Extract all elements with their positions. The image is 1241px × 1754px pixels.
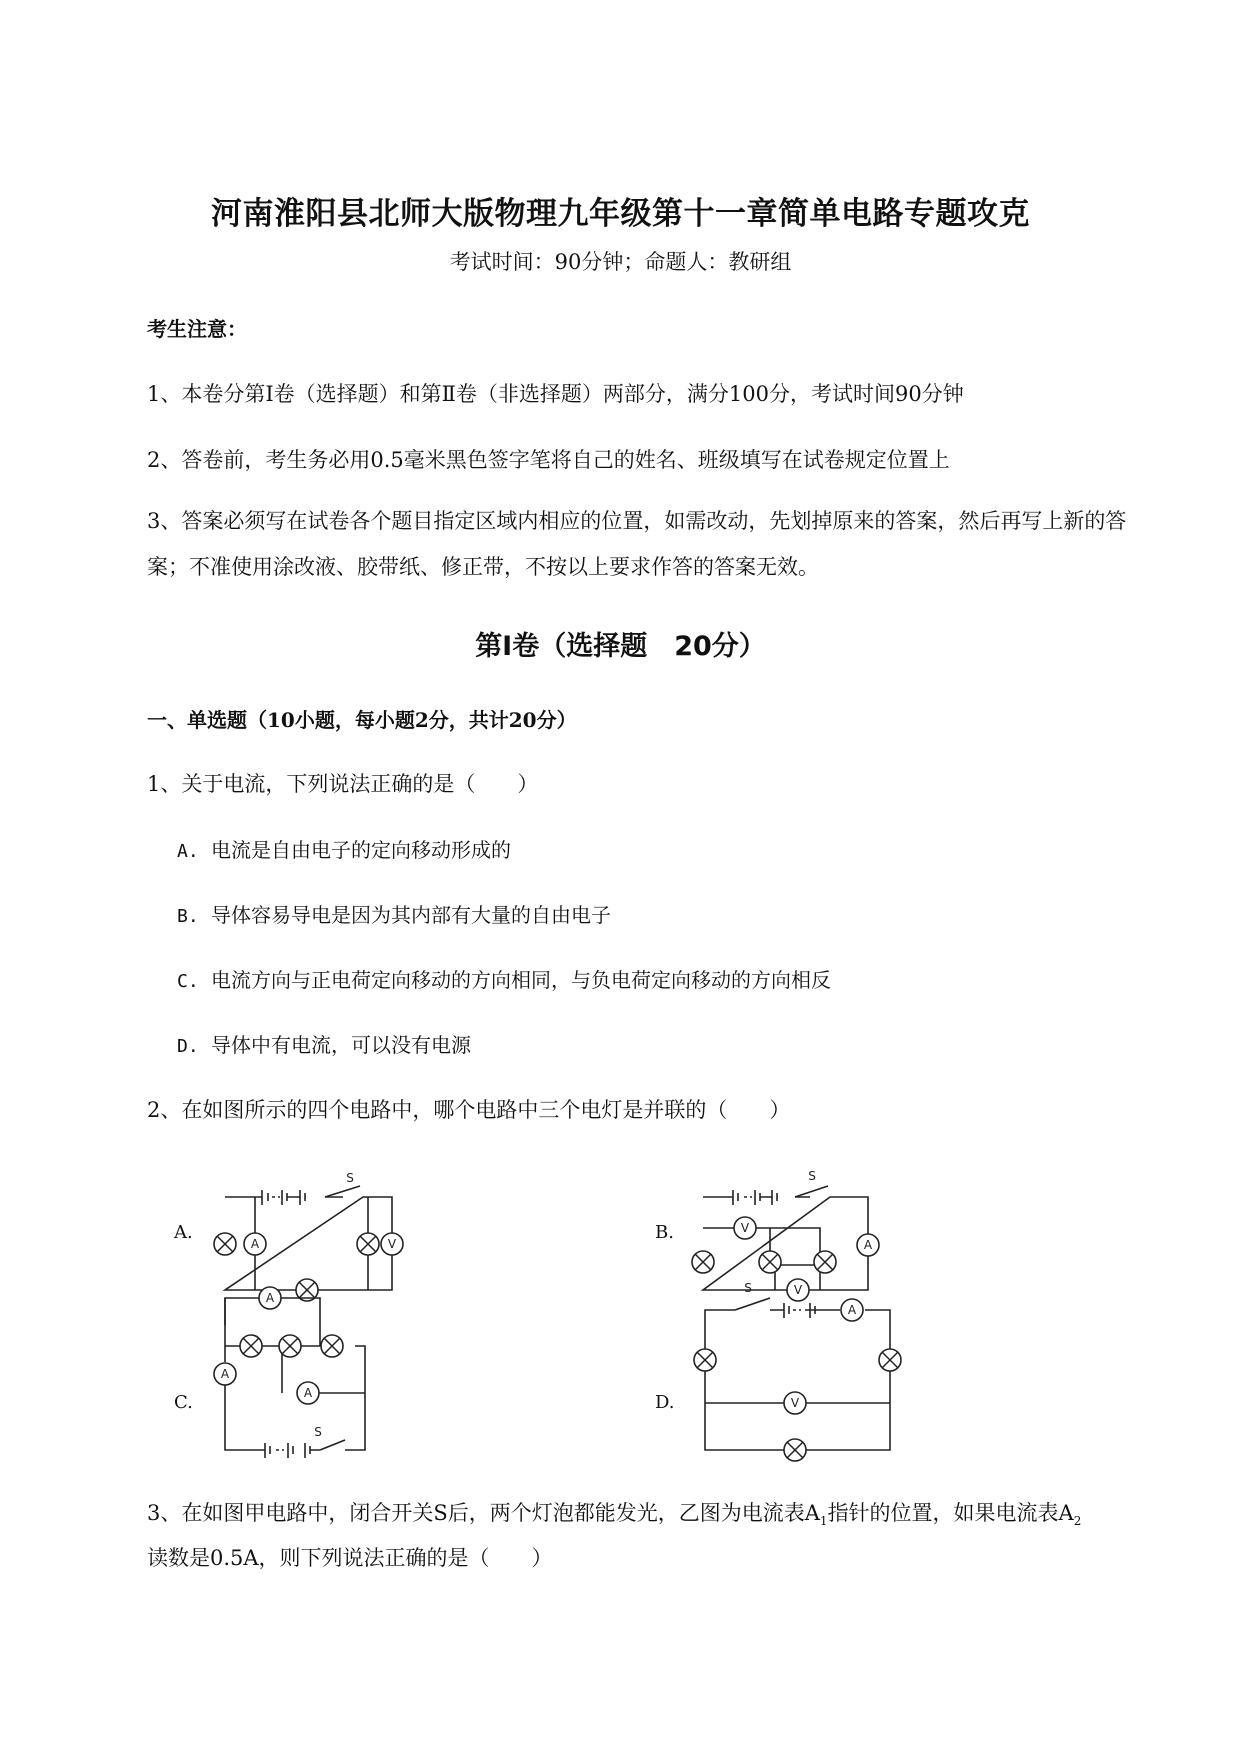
q1-option-d[interactable] bbox=[177, 1029, 471, 1058]
option-letter: C. bbox=[177, 971, 199, 992]
voltmeter-label: V bbox=[793, 1283, 803, 1297]
ammeter-label: A bbox=[303, 1386, 313, 1400]
q1-option-c[interactable] bbox=[177, 964, 831, 993]
question-3-stem bbox=[147, 1497, 1081, 1528]
circuit-d bbox=[694, 1298, 901, 1461]
ammeter-label: A bbox=[220, 1367, 230, 1381]
ammeter-label: A bbox=[847, 1303, 857, 1317]
page-title: 河南淮阳县北师大版物理九年级第十一章简单电路专题攻克 bbox=[211, 196, 1030, 232]
option-text: 导体容易导电是因为其内部有大量的自由电子 bbox=[211, 903, 611, 927]
switch-label: S bbox=[346, 1171, 354, 1185]
voltmeter-label: V bbox=[387, 1237, 397, 1251]
option-letter: A. bbox=[177, 841, 199, 862]
option-letter: B. bbox=[177, 906, 199, 927]
q3-sub2: 2 bbox=[1073, 1514, 1082, 1529]
q2-circuit-figures bbox=[0, 1150, 1241, 1480]
section-title: 第I卷（选择题 20分） bbox=[475, 631, 766, 662]
notice-item-2: 2、答卷前，考生务必用0.5毫米黑色签字笔将自己的姓名、班级填写在试卷规定位置上 bbox=[147, 448, 950, 472]
q1-option-a[interactable] bbox=[177, 834, 511, 863]
notice-item-3: 3、答案必须写在试卷各个题目指定区域内相应的位置，如需改动，先划掉原来的答案，然后再写上新的答案；不准使用涂改液、胶带纸、修正带，不按以上要求作答的答案无效。 bbox=[147, 509, 1127, 579]
question-3-stem-line2: 读数是0.5A，则下列说法正确的是（ ） bbox=[147, 1546, 553, 1570]
ammeter-label: A bbox=[265, 1291, 275, 1305]
circuit-a bbox=[214, 1186, 403, 1301]
voltmeter-label: V bbox=[740, 1221, 750, 1235]
option-text: 电流是自由电子的定向移动形成的 bbox=[211, 838, 511, 862]
q3-stem-part1: 3、在如图甲电路中，闭合开关S后，两个灯泡都能发光，乙图为电流表A bbox=[147, 1501, 820, 1525]
q3-stem-part2: 指针的位置，如果电流表A bbox=[827, 1501, 1074, 1525]
switch-label: S bbox=[744, 1281, 752, 1295]
voltmeter-label: V bbox=[790, 1396, 800, 1410]
exam-info: 考试时间：90分钟；命题人：教研组 bbox=[449, 250, 792, 274]
notice-title: 考生注意： bbox=[147, 317, 247, 341]
ammeter-label: A bbox=[863, 1238, 873, 1252]
switch-label: S bbox=[314, 1425, 322, 1439]
option-text: 导体中有电流，可以没有电源 bbox=[211, 1033, 471, 1057]
switch-label: S bbox=[808, 1169, 816, 1183]
question-1-stem: 1、关于电流，下列说法正确的是（ ） bbox=[147, 772, 539, 796]
circuit-option-a[interactable]: A. bbox=[174, 1222, 193, 1243]
option-letter: D. bbox=[177, 1036, 199, 1057]
circuit-option-c[interactable]: C. bbox=[174, 1392, 193, 1413]
notice-item-1: 1、本卷分第I卷（选择题）和第Ⅱ卷（非选择题）两部分，满分100分，考试时间90分钟 bbox=[147, 382, 964, 406]
circuit-option-b[interactable]: B. bbox=[655, 1222, 674, 1243]
circuit-c bbox=[214, 1287, 365, 1458]
circuit-option-d[interactable]: D. bbox=[655, 1392, 675, 1413]
ammeter-label: A bbox=[250, 1237, 260, 1251]
question-2-stem: 2、在如图所示的四个电路中，哪个电路中三个电灯是并联的（ ） bbox=[147, 1098, 791, 1122]
q1-option-b[interactable] bbox=[177, 899, 611, 928]
option-text: 电流方向与正电荷定向移动的方向相同，与负电荷定向移动的方向相反 bbox=[211, 968, 831, 992]
part-title: 一、单选题（10小题，每小题2分，共计20分） bbox=[147, 708, 577, 732]
circuit-b bbox=[692, 1186, 879, 1301]
q3-sub1: 1 bbox=[819, 1514, 828, 1529]
